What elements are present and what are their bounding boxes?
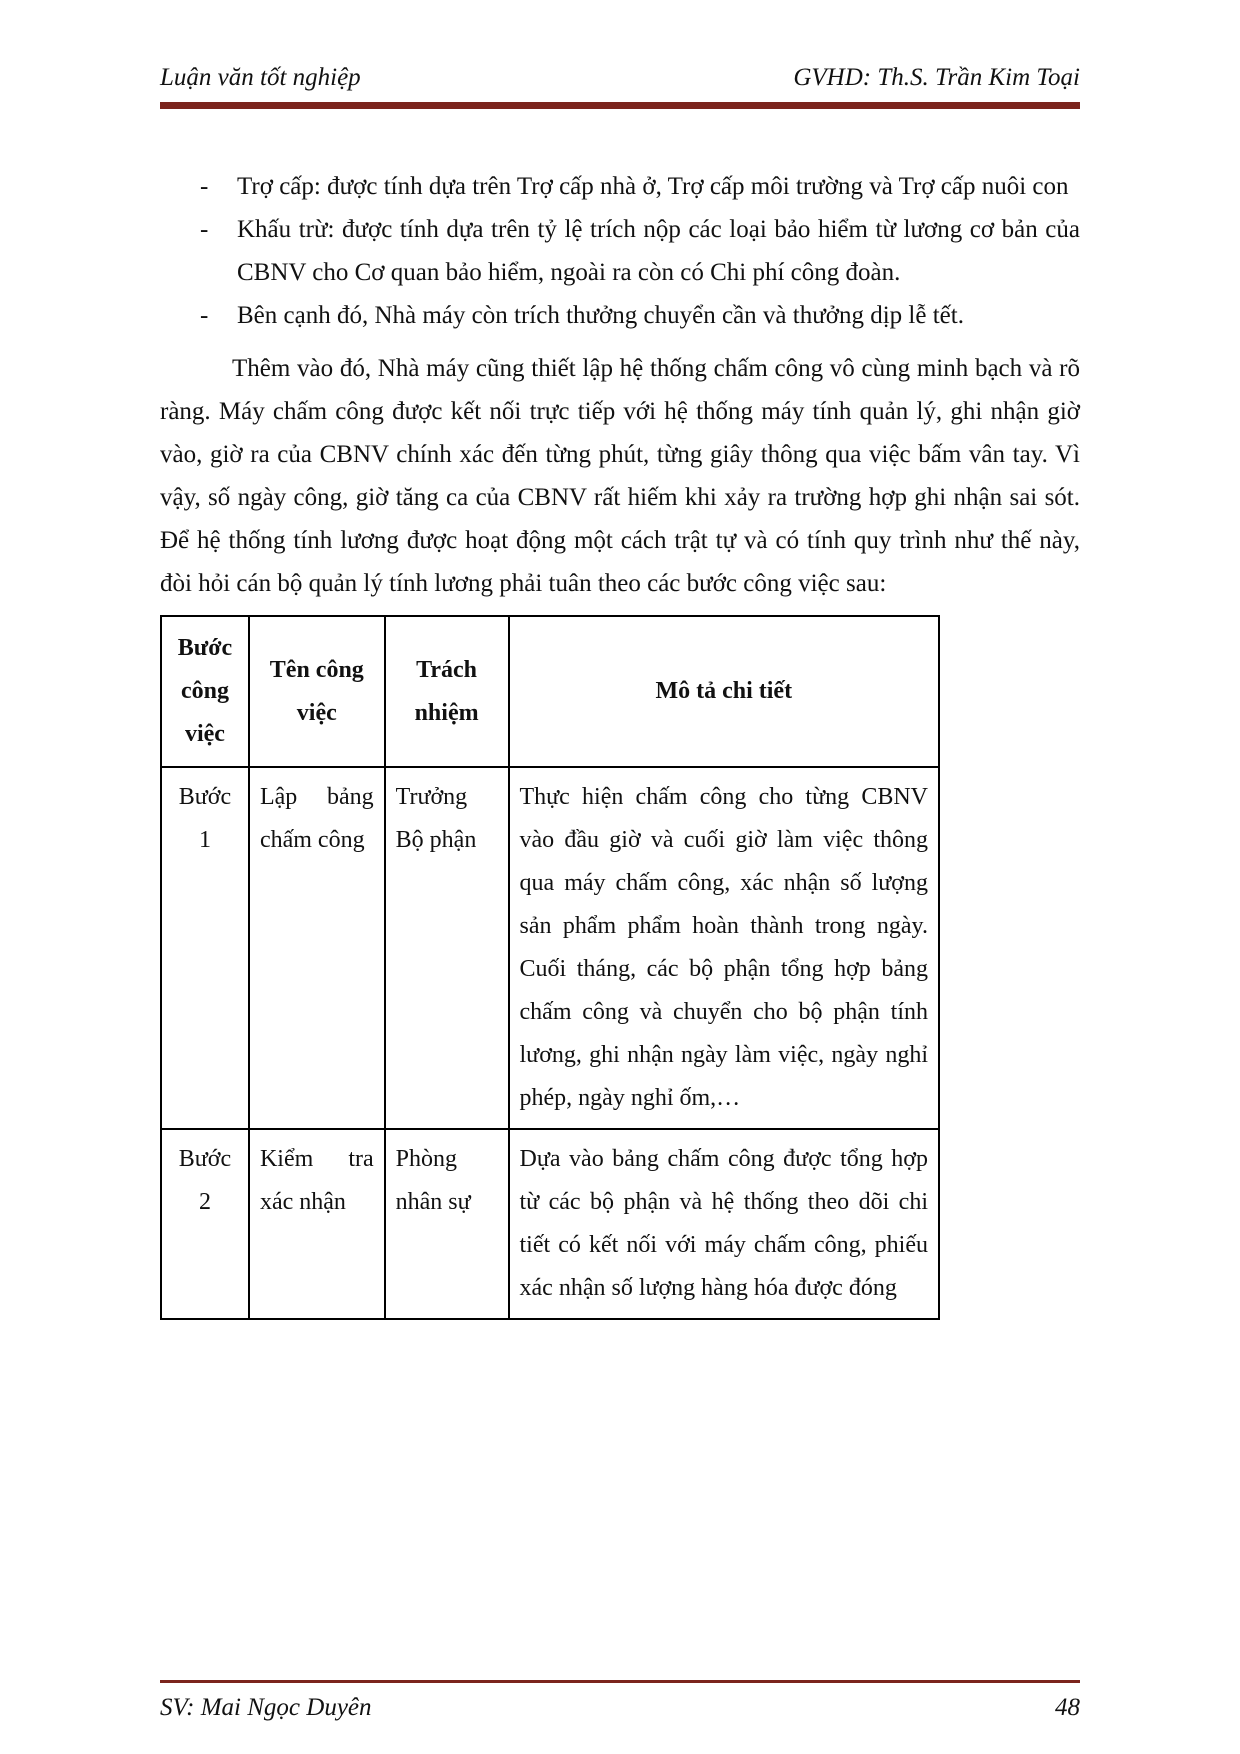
table-row	[161, 767, 939, 1129]
bullet-text: Bên cạnh đó, Nhà máy còn trích thưởng chuyển cần và thưởng dịp lễ tết.	[237, 302, 964, 329]
bullet-marker: -	[200, 173, 209, 200]
footer-author: SV: Mai Ngọc Duyên	[160, 1694, 372, 1721]
list-item	[160, 294, 1080, 337]
page-header	[160, 62, 1080, 109]
header-supervisor: GVHD: Th.S. Trần Kim Toại	[793, 64, 1080, 91]
page-footer	[160, 1680, 1080, 1723]
cell-step: Bước 1	[161, 767, 249, 1129]
bullet-text: Khấu trừ: được tính dựa trên tỷ lệ trích nộp các loại bảo hiểm từ lương cơ bản của CBNV cho Cơ quan bảo hiểm, ngoài ra còn có Chi phí công đoàn.	[237, 216, 1080, 286]
header-document-title: Luận văn tốt nghiệp	[160, 64, 361, 91]
bullet-list	[160, 165, 1080, 337]
page-body	[160, 165, 1080, 1320]
table-header-row	[161, 616, 939, 767]
header-cell-task: Tên công việc	[249, 616, 385, 767]
header-cell-description: Mô tả chi tiết	[509, 616, 939, 767]
body-paragraph: Thêm vào đó, Nhà máy cũng thiết lập hệ thống chấm công vô cùng minh bạch và rõ ràng. Máy chấm công được kết nối trực tiếp với hệ thống máy tính quản lý, ghi nhận giờ vào, giờ ra của CBNV chính xác đến từng phút, từng giây thông qua việc bấm vân tay. Vì vậy, số ngày công, giờ tăng ca của CBNV rất hiếm khi xảy ra trường hợp ghi nhận sai sót. Để hệ thống tính lương được hoạt động một cách trật tự và có tính quy trình như thế này, đòi hỏi cán bộ quản lý tính lương phải tuân theo các bước công việc sau:	[160, 355, 1080, 597]
cell-description: Thực hiện chấm công cho từng CBNV vào đầu giờ và cuối giờ làm việc thông qua máy chấm công, xác nhận số lượng sản phẩm phẩm hoàn thành trong ngày. Cuối tháng, các bộ phận tổng hợp bảng chấm công và chuyển cho bộ phận tính lương, ghi nhận ngày làm việc, ngày nghỉ phép, ngày nghỉ ốm,…	[509, 767, 939, 1129]
cell-responsible: Trưởng Bộ phận	[385, 767, 509, 1129]
bullet-marker: -	[200, 216, 209, 243]
list-item	[160, 208, 1080, 294]
cell-task: Lập bảng chấm công	[249, 767, 385, 1129]
page-content-area	[160, 62, 1080, 1754]
cell-responsible: Phòng nhân sự	[385, 1129, 509, 1319]
list-item	[160, 165, 1080, 208]
bullet-marker: -	[200, 302, 209, 329]
cell-description: Dựa vào bảng chấm công được tổng hợp từ các bộ phận và hệ thống theo dõi chi tiết có kết nối với máy chấm công, phiếu xác nhận số lượng hàng hóa được đóng	[509, 1129, 939, 1319]
header-cell-step: Bước công việc	[161, 616, 249, 767]
header-cell-responsible: Trách nhiệm	[385, 616, 509, 767]
cell-step: Bước 2	[161, 1129, 249, 1319]
page-number: 48	[1055, 1694, 1080, 1721]
steps-table	[160, 615, 940, 1320]
table-row	[161, 1129, 939, 1319]
cell-task: Kiểm tra xác nhận	[249, 1129, 385, 1319]
bullet-text: Trợ cấp: được tính dựa trên Trợ cấp nhà ở, Trợ cấp môi trường và Trợ cấp nuôi con	[237, 173, 1069, 200]
